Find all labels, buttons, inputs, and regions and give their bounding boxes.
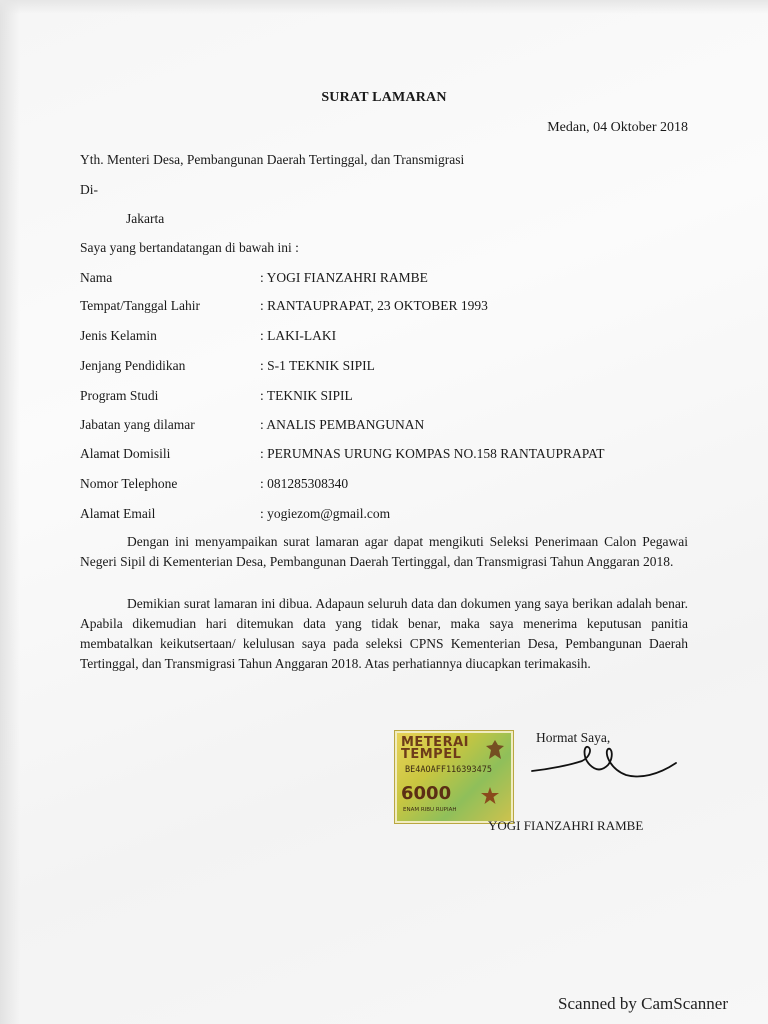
field-value: : PERUMNAS URUNG KOMPAS NO.158 RANTAUPRAPAT [260, 446, 605, 461]
field-label: Jenis Kelamin [80, 328, 157, 343]
di-line: Di- [80, 182, 98, 197]
city-line: Jakarta [126, 211, 165, 226]
field-value: : LAKI-LAKI [260, 328, 337, 343]
field-value: : S-1 TEKNIK SIPIL [260, 358, 375, 373]
field-label: Nomor Telephone [80, 476, 178, 491]
field-value: : ANALIS PEMBANGUNAN [260, 417, 425, 432]
handwritten-signature [530, 735, 690, 795]
stamp-heading-line2: TEMPEL [401, 747, 462, 762]
star-emblem-icon [481, 787, 499, 805]
signer-name: YOGI FIANZAHRI RAMBE [488, 818, 644, 833]
paragraph-statement: Demikian surat lamaran ini dibua. Adapaun seluruh data dan dokumen yang saya berikan adalah benar. Apabila dikemudian hari ditemukan data yang tidak benar, maka saya menerima keputusan panitia membatalkan keikutsertaan/ kelulusan saya pada seleksi CPNS Kementerian Desa, Pembangunan Daerah Tertinggal, dan Transmigrasi Tahun Anggaran 2018. Atas perhatiannya diucapkan terimakasih. [80, 596, 688, 671]
intro-line: Saya yang bertandatangan di bawah ini : [80, 240, 299, 255]
closing-greeting: Hormat Saya, [536, 730, 611, 745]
paragraph-application: Dengan ini menyampaikan surat lamaran agar dapat mengikuti Seleksi Penerimaan Calon Pegawai Negeri Sipil di Kementerian Desa, Pembangunan Daerah Tertinggal, dan Transmigrasi Tahun Anggaran 2018. [80, 534, 688, 569]
garuda-emblem-icon [485, 739, 505, 761]
field-value: : yogiezom@gmail.com [260, 506, 391, 521]
stamp-heading [401, 737, 469, 761]
scanner-watermark: Scanned by CamScanner [558, 994, 728, 1013]
stamp-heading-line1: METERAI [401, 735, 469, 750]
stamp-subtext: ENAM RIBU RUPIAH [403, 807, 457, 813]
field-value: : YOGI FIANZAHRI RAMBE [260, 270, 428, 285]
letter-title: SURAT LAMARAN [321, 90, 447, 105]
field-label: Jenjang Pendidikan [80, 358, 186, 373]
field-label: Program Studi [80, 388, 159, 403]
field-label: Alamat Email [80, 506, 156, 521]
stamp-value: 6000 [401, 783, 452, 804]
field-value: : RANTAUPRAPAT, 23 OKTOBER 1993 [260, 298, 488, 313]
field-label: Nama [80, 270, 113, 285]
letter-date: Medan, 04 Oktober 2018 [547, 120, 688, 135]
field-value: : 081285308340 [260, 476, 349, 491]
field-value: : TEKNIK SIPIL [260, 388, 353, 403]
field-label: Jabatan yang dilamar [80, 417, 195, 432]
field-label: Alamat Domisili [80, 446, 171, 461]
revenue-stamp [394, 730, 514, 824]
stamp-serial: BE4AOAFF116393475 [405, 765, 492, 775]
field-label: Tempat/Tanggal Lahir [80, 298, 200, 313]
recipient-line: Yth. Menteri Desa, Pembangunan Daerah Tertinggal, dan Transmigrasi [80, 152, 465, 167]
